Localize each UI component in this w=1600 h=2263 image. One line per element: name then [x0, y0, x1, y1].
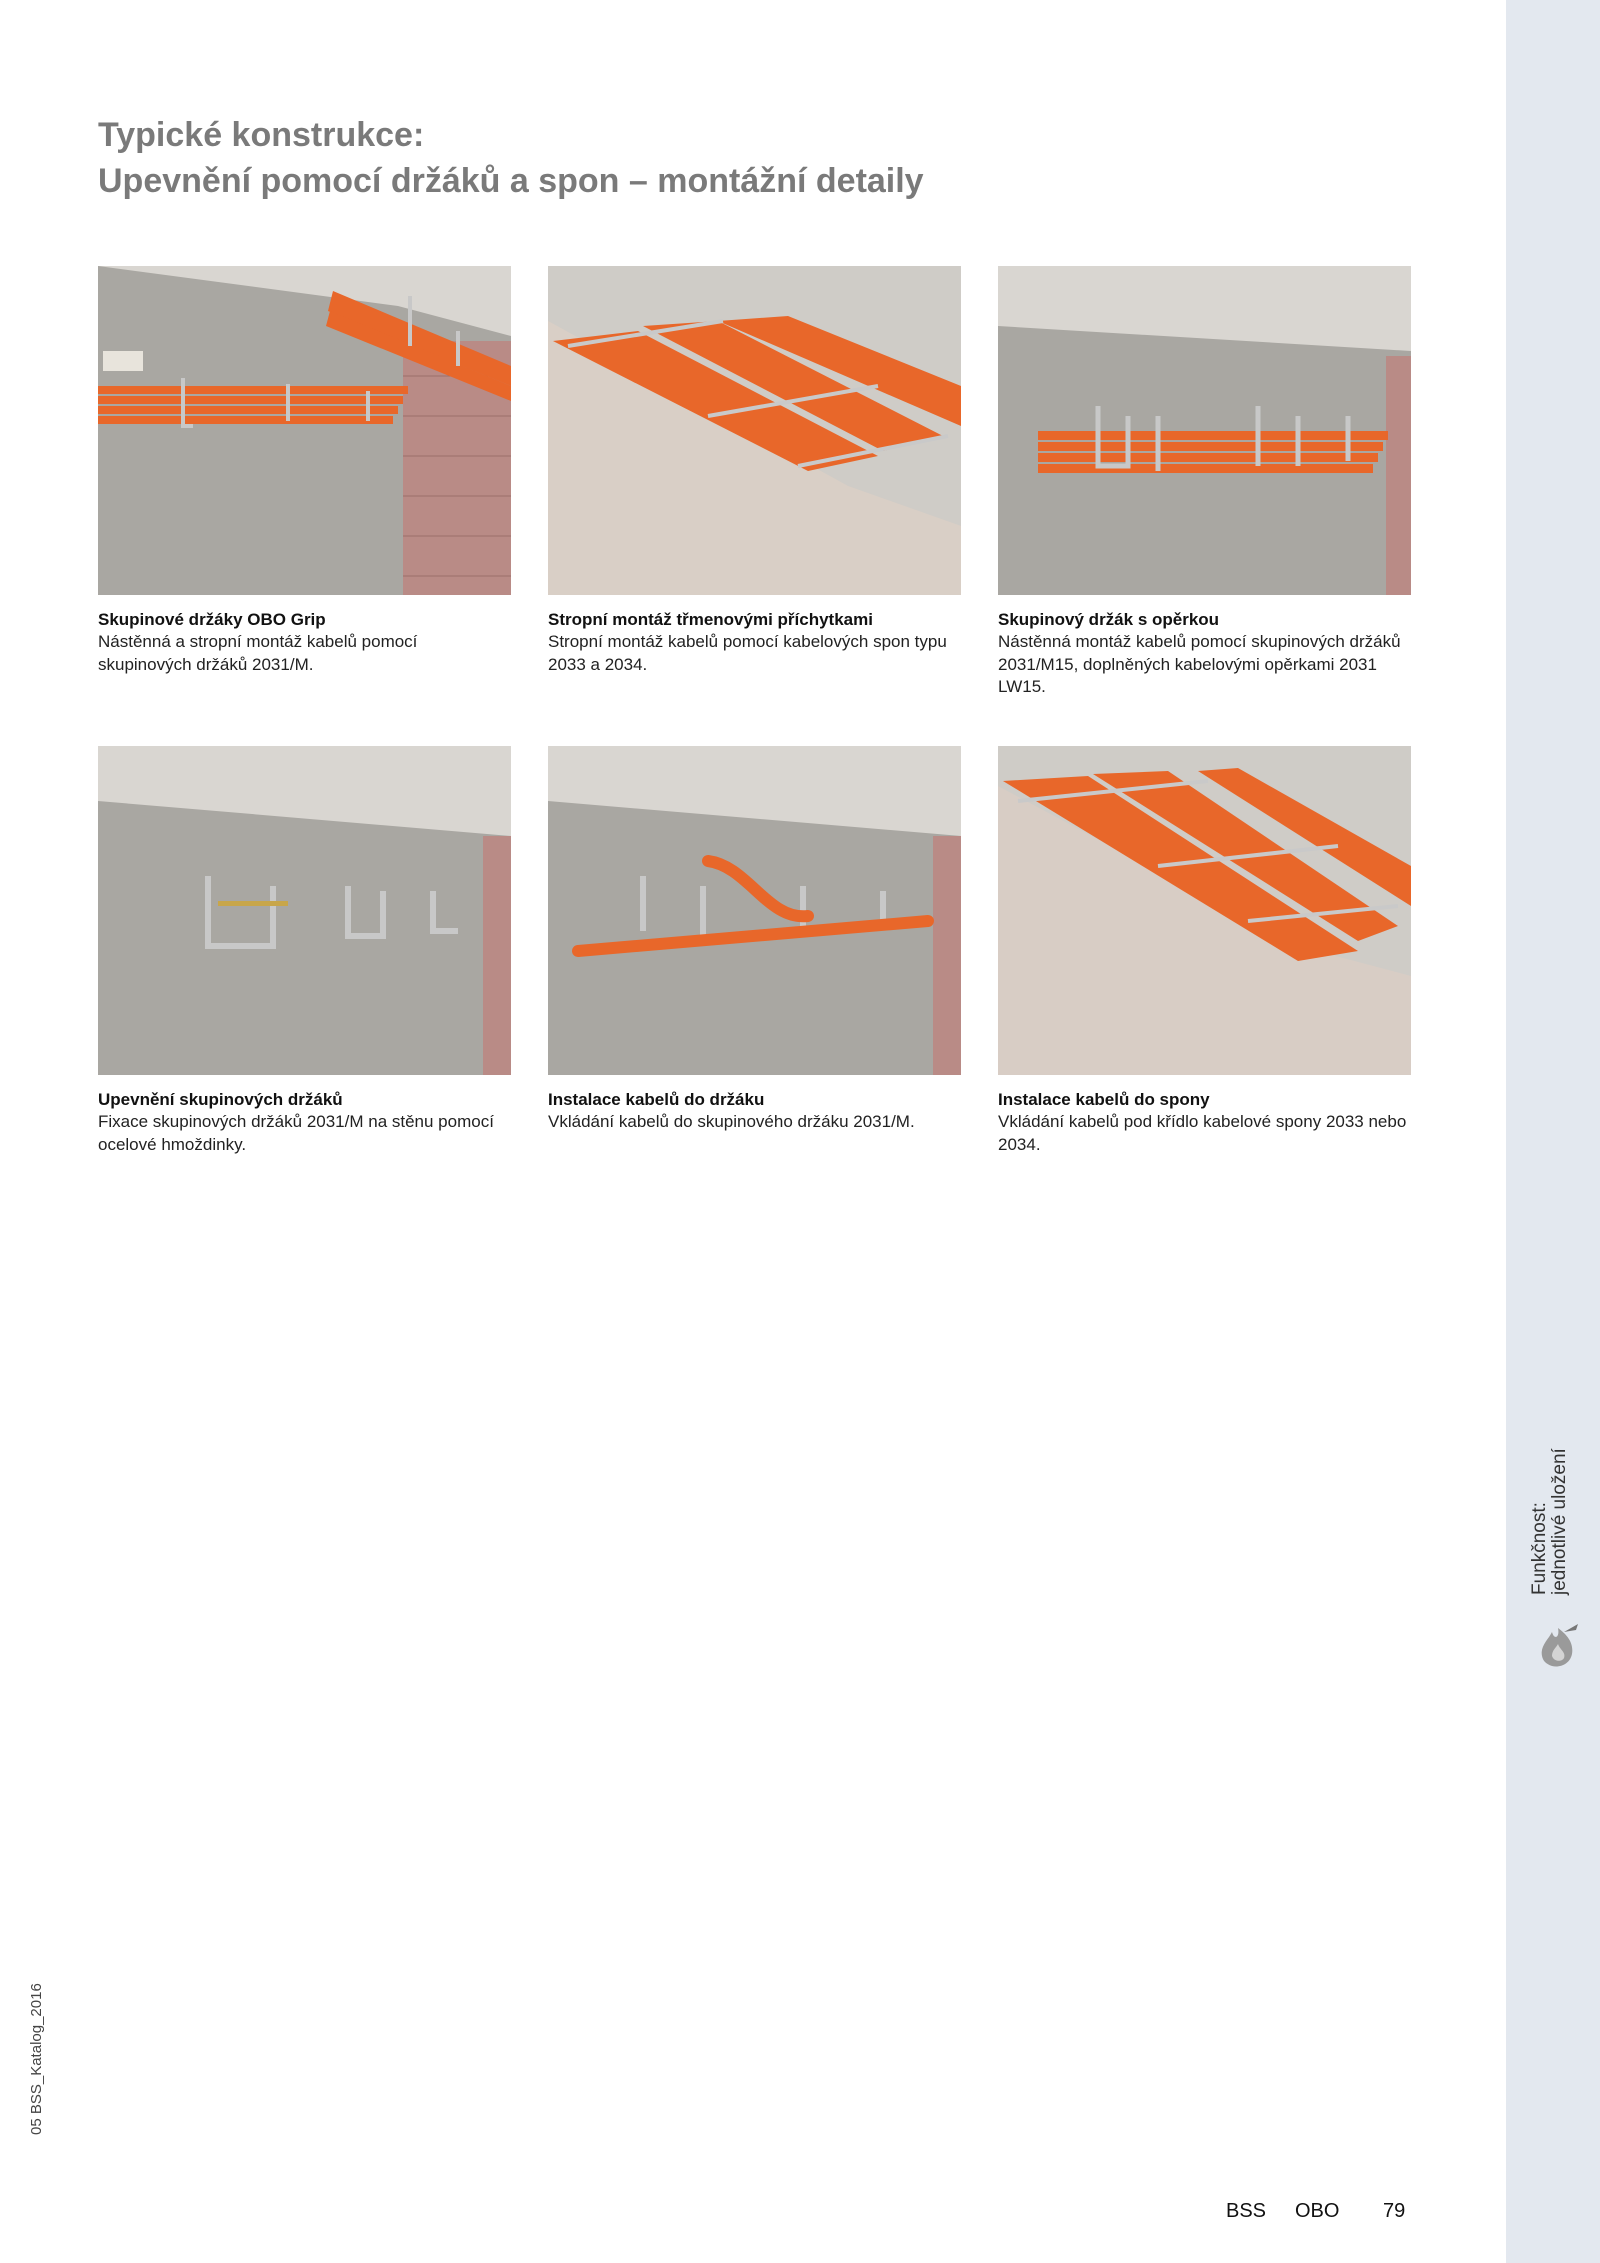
card-text: Fixace skupinových držáků 2031/M na stěnu pomocí ocelové hmoždinky.: [98, 1112, 494, 1154]
side-tab-line2: jednotlivé uložení: [1549, 1448, 1570, 1595]
card-text: Vkládání kabelů pod křídlo kabelové spony 2033 nebo 2034.: [998, 1112, 1407, 1154]
card-title: Skupinové držáky OBO Grip: [98, 610, 326, 629]
card-title: Skupinový držák s opěrkou: [998, 610, 1220, 629]
photo-fix-holders: [98, 746, 511, 1075]
card-text: Stropní montáž kabelů pomocí kabelových spon typu 2033 a 2034.: [548, 632, 947, 674]
footer-brand-bss: BSS: [1226, 2200, 1267, 2222]
photo-cable-into-holder: [548, 746, 961, 1075]
footer-brand-obo: OBO: [1295, 2200, 1340, 2222]
card-text: Vkládání kabelů do skupinového držáku 2031/M.: [548, 1112, 915, 1131]
card-text: Nástěnná a stropní montáž kabelů pomocí skupinových držáků 2031/M.: [98, 632, 418, 674]
card-title: Instalace kabelů do držáku: [548, 1090, 765, 1109]
page-number: 79: [1383, 2200, 1406, 2222]
photo-cable-into-clip: [998, 746, 1411, 1075]
page-title-line1: Typické konstrukce:: [98, 116, 425, 154]
page-title-line2: Upevnění pomocí držáků a spon – montážní detaily: [98, 162, 924, 200]
side-tab: [1506, 0, 1600, 2263]
card-group-holders: [98, 266, 511, 676]
card-ceiling-clips: [548, 266, 961, 676]
card-cable-into-holder: [548, 746, 961, 1134]
side-tab-line1: Funkčnost:: [1529, 1502, 1550, 1595]
card-title: Stropní montáž třmenovými příchytkami: [548, 610, 873, 629]
card-text: Nástěnná montáž kabelů pomocí skupinových držáků 2031/M15, doplněných kabelovými opěrkami 2031 LW15.: [998, 632, 1401, 696]
margin-note-text: 05 BSS_Katalog_2016: [28, 1983, 45, 2135]
page-title: [98, 112, 1198, 204]
card-title: Upevnění skupinových držáků: [98, 1090, 343, 1109]
photo-holder-support: [998, 266, 1411, 595]
card-holder-support: [998, 266, 1411, 699]
card-cable-into-clip: [998, 746, 1411, 1156]
photo-ceiling-clips: [548, 266, 961, 595]
photo-wall-ceiling-holders: [98, 266, 511, 595]
card-title: Instalace kabelů do spony: [998, 1090, 1210, 1109]
flame-icon: [1534, 1612, 1584, 1672]
card-fix-holders: [98, 746, 511, 1156]
